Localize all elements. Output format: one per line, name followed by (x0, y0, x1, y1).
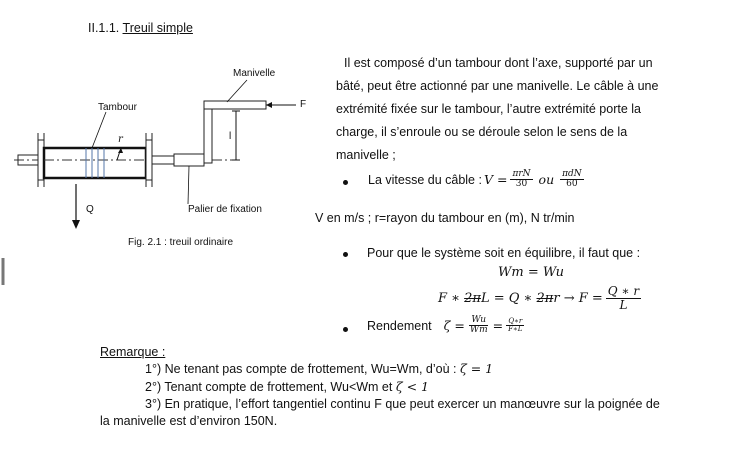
eq2-part-e: r → F = (553, 290, 603, 306)
units-line: V en m/s ; r=rayon du tambour en (m), N tr/min (315, 211, 575, 225)
efficiency-formula (367, 316, 527, 336)
bullet (343, 252, 348, 257)
label-l: l (229, 131, 232, 142)
eff-frac2-den: F∗L (508, 325, 523, 334)
remark-item-1 (145, 361, 493, 376)
remark-2-math: ζ < 1 (395, 379, 429, 394)
equilibrium-label: Pour que le système soit en équilibre, il faut que : (367, 246, 641, 260)
description-paragraph (336, 52, 691, 167)
efficiency-fraction-2 (506, 318, 524, 334)
speed-frac2-num: πdN (562, 169, 582, 179)
eq2-part-c: L = Q ∗ (480, 290, 537, 306)
bullet (343, 180, 348, 185)
efficiency-fraction-1 (468, 316, 490, 336)
eq2-part-b: 2π (464, 290, 481, 306)
equilibrium-eq1: Wm = Wu (498, 265, 565, 280)
description-line: extrémité fixée sur le tambour, l’autre extrémité porte la (336, 102, 641, 116)
description-line: charge, il s’enroule ou se déroule selon le sens de la (336, 125, 628, 139)
speed-frac2-den: 60 (566, 179, 578, 190)
remark-item-3-line2: la manivelle est d’environ 150N. (100, 414, 278, 428)
speed-lhs: V = (483, 172, 508, 188)
efficiency-lhs: ζ = (443, 318, 465, 334)
label-palier: Palier de fixation (188, 204, 262, 215)
crank-handle (204, 101, 266, 109)
remark-2-text: 2°) Tenant compte de frottement, Wu<Wm et (145, 380, 396, 394)
label-manivelle: Manivelle (233, 68, 276, 79)
description-line: bâté, peut être actionné par une manivelle. Le câble à une (336, 79, 659, 93)
speed-fraction-1 (510, 170, 532, 190)
speed-frac1-den: 30 (515, 179, 528, 190)
speed-fraction-2 (560, 170, 584, 190)
bullet (343, 327, 348, 332)
section-title: Treuil simple (122, 21, 193, 35)
right-bearing (146, 140, 152, 180)
eq2-part-d: 2π (536, 290, 554, 306)
label-f: F (300, 99, 307, 110)
eff-frac1-den: Wm (469, 325, 488, 336)
eq2-fraction (606, 285, 641, 311)
speed-formula (368, 170, 587, 190)
speed-ou: ou (538, 172, 555, 188)
eq2-den: L (619, 297, 628, 312)
description-line: manivelle ; (336, 148, 396, 162)
eff-frac1-num: Wu (471, 315, 487, 325)
remark-1-math: ζ = 1 (459, 361, 494, 376)
eq2-num: Q ∗ r (607, 284, 640, 298)
eff-frac2-num: Q∗r (508, 317, 523, 326)
right-shaft (152, 156, 174, 164)
figure-caption: Fig. 2.1 : treuil ordinaire (128, 237, 234, 248)
speed-frac1-num: πrN (512, 169, 531, 179)
eq2-part-a: F ∗ (438, 290, 465, 306)
crank-arm (204, 103, 212, 163)
label-q: Q (86, 204, 94, 215)
efficiency-label: Rendement (367, 318, 432, 333)
drum (44, 148, 146, 178)
efficiency-eq: = (492, 318, 504, 334)
remarks-title: Remarque : (100, 345, 166, 359)
remark-1-text: 1°) Ne tenant pas compte de frottement, Wu=Wm, d’où : (145, 362, 460, 376)
section-number: II.1.1. (88, 21, 120, 35)
label-r: r (118, 134, 123, 145)
remark-item-3-line1: 3°) En pratique, l’effort tangentiel continu F que peut exercer un manœuvre sur la poignée de (145, 397, 660, 411)
fixing-bearing (174, 154, 204, 166)
description-line: Il est composé d’un tambour dont l’axe, supporté par un (344, 56, 653, 70)
label-tambour: Tambour (98, 102, 137, 113)
remark-item-2 (145, 379, 429, 394)
speed-label: La vitesse du câble : (368, 172, 482, 187)
equilibrium-eq2 (438, 285, 644, 311)
